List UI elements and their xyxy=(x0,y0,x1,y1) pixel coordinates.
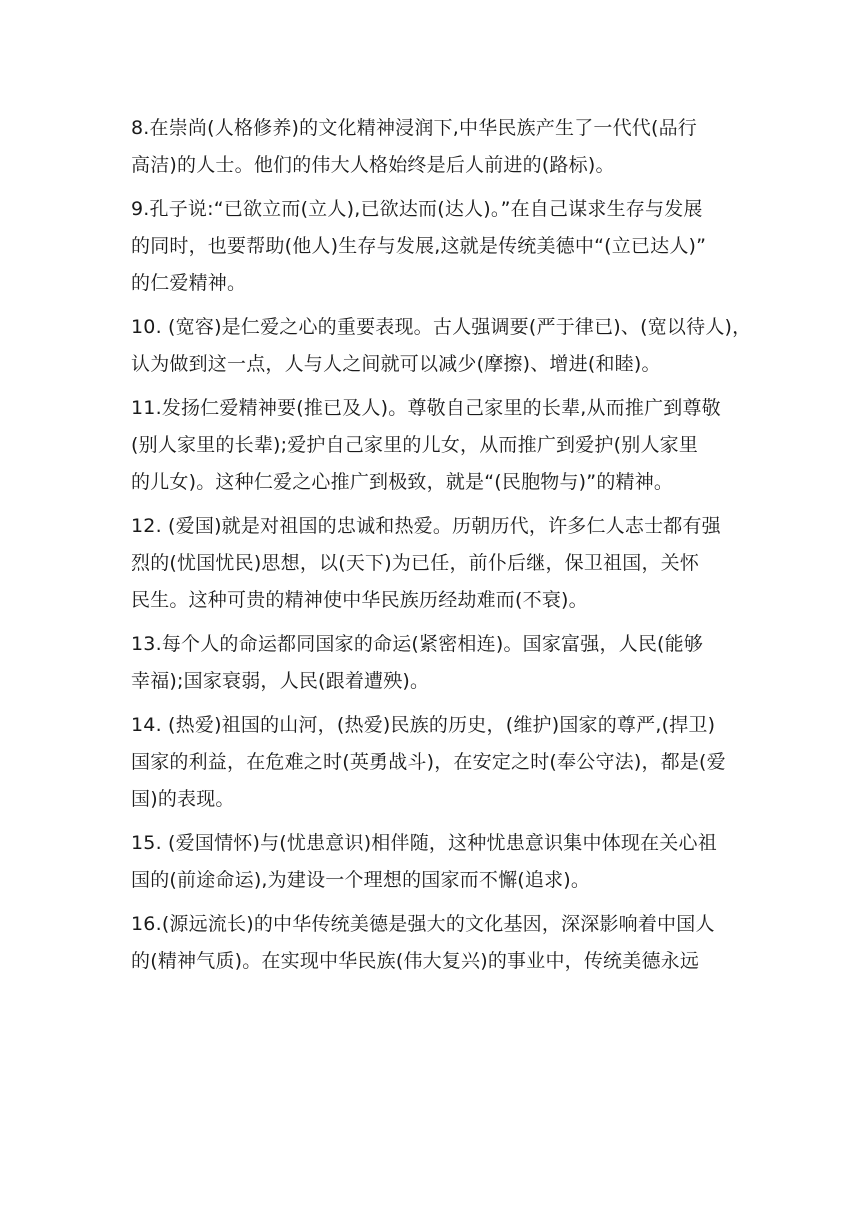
paragraph-9 xyxy=(131,191,741,302)
text-line: 的儿女)。这种仁爱之心推广到极致，就是“(民胞物与)”的精神。 xyxy=(131,471,674,493)
text-line: 的仁爱精神。 xyxy=(131,272,247,294)
text-line: 16.(源远流长)的中华传统美德是强大的文化基因，深深影响着中国人 xyxy=(131,913,715,935)
paragraph-15 xyxy=(131,825,741,899)
text-line: 8.在崇尚(人格修养)的文化精神浸润下,中华民族产生了一代代(品行 xyxy=(131,117,698,139)
paragraph-10 xyxy=(131,309,752,383)
text-line: 民生。这种可贵的精神使中华民族历经劫难而(不衰)。 xyxy=(131,589,588,611)
paragraph-16 xyxy=(131,906,741,980)
text-line: 13.每个人的命运都同国家的命运(紧密相连)。国家富强，人民(能够 xyxy=(131,633,704,655)
text-line: (别人家里的长辈);爱护自己家里的儿女，从而推广到爱护(别人家里 xyxy=(131,434,699,456)
text-line: 的(精神气质)。在实现中华民族(伟大复兴)的事业中，传统美德永远 xyxy=(131,950,700,972)
text-line: 14. (热爱)祖国的山河，(热爱)民族的历史，(维护)国家的尊严,(捍卫) xyxy=(131,714,716,736)
text-line: 国的(前途命运),为建设一个理想的国家而不懈(追求)。 xyxy=(131,869,591,891)
text-line: 烈的(忧国忧民)思想，以(天下)为已任，前仆后继，保卫祖国，关怀 xyxy=(131,552,700,574)
paragraph-13 xyxy=(131,626,741,700)
text-line: 的同时，也要帮助(他人)生存与发展,这就是传统美德中“(立已达人)” xyxy=(131,235,707,257)
paragraph-12 xyxy=(131,508,741,619)
text-line: 10. (宽容)是仁爱之心的重要表现。古人强调要(严于律已)、(宽以待人)， xyxy=(131,316,752,338)
text-line: 国家的利益，在危难之时(英勇战斗)，在安定之时(奉公守法)，都是(爱 xyxy=(131,751,726,773)
text-line: 认为做到这一点，人与人之间就可以减少(摩擦)、增进(和睦)。 xyxy=(131,353,661,375)
text-line: 幸福);国家衰弱，人民(跟着遭殃)。 xyxy=(131,670,430,692)
paragraph-8 xyxy=(131,110,741,184)
paragraph-14 xyxy=(131,707,741,818)
text-line: 15. (爱国情怀)与(忧患意识)相伴随，这种忧患意识集中体现在关心祖 xyxy=(131,832,717,854)
text-line: 国)的表现。 xyxy=(131,788,235,810)
text-line: 11.发扬仁爱精神要(推已及人)。尊敬自己家里的长辈,从而推广到尊敬 xyxy=(131,397,721,419)
text-line: 12. (爱国)就是对祖国的忠诚和热爱。历朝历代，许多仁人志士都有强 xyxy=(131,515,721,537)
text-line: 高洁)的人士。他们的伟大人格始终是后人前进的(路标)。 xyxy=(131,154,615,176)
text-line: 9.孔子说:“已欲立而(立人),已欲达而(达人)。”在自己谋求生存与发展 xyxy=(131,198,703,220)
document-body xyxy=(131,110,752,987)
paragraph-11 xyxy=(131,390,741,501)
